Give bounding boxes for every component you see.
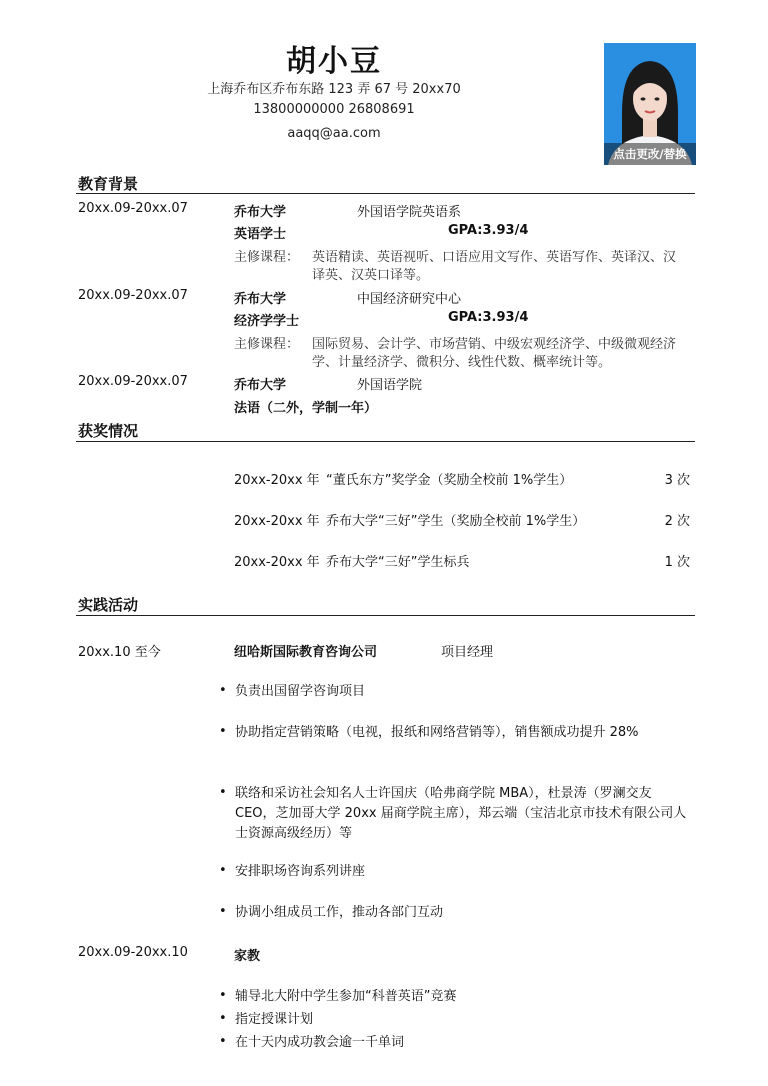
job-bullet: 在十天内成功教会逾一千单词 [235, 1035, 405, 1050]
award-years: 20xx-20xx 年 [234, 473, 320, 488]
edu-date: 20xx.09-20xx.07 [78, 374, 188, 389]
bullet-icon: • [219, 724, 227, 739]
bullet-icon: • [219, 785, 227, 800]
edu-courses-line: 国际贸易、会计学、市场营销、中级宏观经济学、中级微观经济 [312, 337, 677, 352]
edu-courses-line: 英语精读、英语视听、口语应用文写作、英语写作、英译汉、汉 [312, 250, 677, 265]
profile-photo[interactable] [604, 43, 696, 165]
phone-numbers: 13800000000 26808691 [253, 102, 415, 117]
bullet-icon: • [219, 683, 227, 698]
photo-change-caption[interactable]: 点击更改/替换 [604, 143, 696, 165]
edu-date: 20xx.09-20xx.07 [78, 288, 188, 303]
edu-school: 乔布大学 [234, 292, 287, 307]
job-bullet: 协助指定营销策略（电视，报纸和网络营销等），销售额成功提升 28% [235, 725, 639, 740]
award-name: 乔布大学“三好”学生标兵 [326, 555, 470, 570]
practice-divider [76, 615, 695, 616]
edu-gpa: GPA:3.93/4 [448, 310, 529, 325]
edu-degree: 经济学学士 [234, 314, 300, 329]
job-company: 家教 [234, 949, 261, 964]
job-date: 20xx.10 至今 [78, 645, 161, 660]
resume-name: 胡小豆 [286, 44, 382, 79]
edu-school: 乔布大学 [234, 378, 287, 393]
bullet-icon: • [219, 1034, 227, 1049]
awards-divider [76, 441, 695, 442]
job-bullet: 辅导北大附中学生参加“科普英语”竞赛 [235, 989, 457, 1004]
education-section-title: 教育背景 [78, 175, 139, 193]
job-date: 20xx.09-20xx.10 [78, 945, 188, 960]
practice-section-title: 实践活动 [78, 596, 139, 614]
award-count: 1 次 [664, 555, 690, 570]
bullet-icon: • [219, 904, 227, 919]
job-bullet: 协调小组成员工作，推动各部门互动 [235, 905, 444, 920]
job-bullet: 安排职场咨询系列讲座 [235, 864, 366, 879]
award-years: 20xx-20xx 年 [234, 514, 320, 529]
job-role: 项目经理 [441, 645, 494, 660]
award-years: 20xx-20xx 年 [234, 555, 320, 570]
award-count: 3 次 [664, 473, 690, 488]
award-count: 2 次 [664, 514, 690, 529]
job-bullet: 指定授课计划 [235, 1012, 314, 1027]
job-company: 纽哈斯国际教育咨询公司 [234, 645, 378, 660]
edu-courses-label: 主修课程： [234, 337, 300, 352]
job-bullet: 负责出国留学咨询项目 [235, 684, 366, 699]
edu-courses-label: 主修课程： [234, 250, 300, 265]
bullet-icon: • [219, 988, 227, 1003]
edu-courses-line: 学、计量经济学、微积分、线性代数、概率统计等。 [312, 355, 612, 370]
edu-courses-line: 译英、汉英口译等。 [312, 268, 430, 283]
award-name: 乔布大学“三好”学生（奖励全校前 1%学生） [326, 514, 586, 529]
edu-date: 20xx.09-20xx.07 [78, 201, 188, 216]
edu-gpa: GPA:3.93/4 [448, 223, 529, 238]
education-divider [76, 193, 695, 194]
edu-dept: 外国语学院英语系 [357, 205, 462, 220]
edu-dept: 外国语学院 [357, 378, 423, 393]
awards-section-title: 获奖情况 [78, 422, 139, 440]
edu-degree: 法语（二外，学制一年） [234, 401, 378, 416]
job-bullet: 联络和采访社会知名人士许国庆（哈弗商学院 MBA），杜景涛（罗澜交友 CEO，芝加哥大学 20xx 届商学院主席），郑云端（宝洁北京市技术有限公司人士资源高级经历）等 [235, 786, 687, 841]
address: 上海乔布区乔布东路 123 弄 67 号 20xx70 [207, 82, 461, 97]
award-name: “董氏东方”奖学金（奖励全校前 1%学生） [326, 473, 573, 488]
email: aaqq@aa.com [287, 126, 381, 141]
edu-dept: 中国经济研究中心 [357, 292, 462, 307]
edu-school: 乔布大学 [234, 205, 287, 220]
bullet-icon: • [219, 863, 227, 878]
bullet-icon: • [219, 1011, 227, 1026]
edu-degree: 英语学士 [234, 227, 287, 242]
